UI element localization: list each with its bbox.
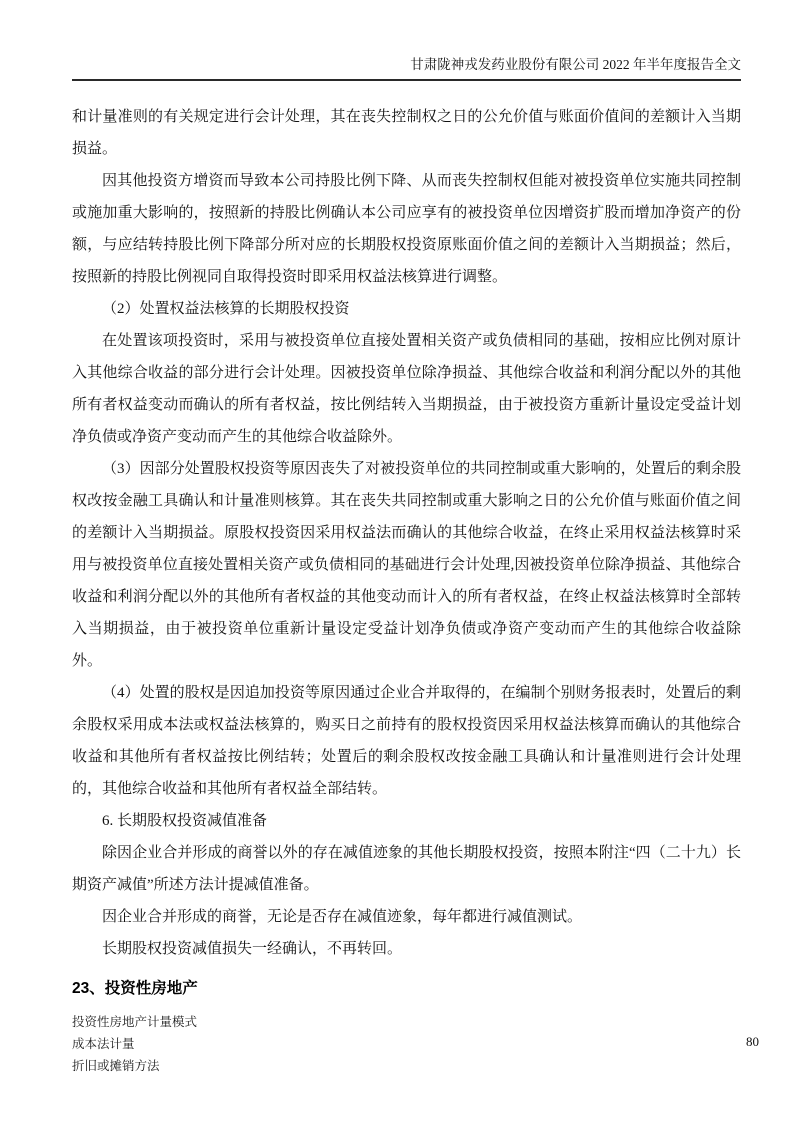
document-body [72,81,741,965]
paragraph-subsection-4: （4）处置的股权是因追加投资等原因通过企业合并取得的，在编制个别财务报表时，处置后的剩余股权采用成本法或权益法核算的，购买日之前持有的股权投资因采用权益法核算而确认的其他综合收益和其他所有者权益按比例结转；处置后的剩余股权改按金融工具确认和计量准则进行会计处理的，其他综合收益和其他所有者权益全部结转。 [72,685,741,797]
page-header [72,56,741,81]
paragraph: 因企业合并形成的商誉，无论是否存在减值迹象，每年都进行减值测试。 [102,909,583,925]
paragraph: 因其他投资方增资而导致本公司持股比例下降、从而丧失控制权但能对被投资单位实施共同控制或施加重大影响的，按照新的持股比例确认本公司应享有的被投资单位因增资扩股而增加净资产的份额，与应结转持股比例下降部分所对应的长期股权投资原账面价值之间的差额计入当期损益；然后，按照新的持股比例视同自取得投资时即采用权益法核算进行调整。 [72,173,741,285]
section-heading-23: 23、投资性房地产 [72,980,198,997]
subsection-heading-2: （2）处置权益法核算的长期股权投资 [102,301,350,317]
meta-line-measurement-model: 投资性房地产计量模式 [72,1015,198,1029]
paragraph-continuation: 和计量准则的有关规定进行会计处理，其在丧失控制权之日的公允价值与账面价值间的差额计入当期损益。 [72,109,741,157]
section-meta-lines [72,1011,741,1077]
meta-line-depreciation-method: 折旧或摊销方法 [72,1059,160,1073]
paragraph: 除因企业合并形成的商誉以外的存在减值迹象的其他长期股权投资，按照本附注“四（二十九）长期资产减值”所述方法计提减值准备。 [72,845,741,893]
paragraph-subsection-3: （3）因部分处置股权投资等原因丧失了对被投资单位的共同控制或重大影响的，处置后的剩余股权改按金融工具确认和计量准则核算。其在丧失共同控制或重大影响之日的公允价值与账面价值之间的差额计入当期损益。原股权投资因采用权益法而确认的其他综合收益，在终止采用权益法核算时采用与被投资单位直接处置相关资产或负债相同的基础进行会计处理,因被投资单位除净损益、其他综合收益和利润分配以外的其他所有者权益的其他变动而计入的所有者权益，在终止权益法核算时全部转入当期损益，由于被投资单位重新计量设定受益计划净负债或净资产变动而产生的其他综合收益除外。 [72,461,741,669]
paragraph: 长期股权投资减值损失一经确认，不再转回。 [102,941,403,957]
page-number: 80 [746,1034,759,1049]
meta-line-cost-method: 成本法计量 [72,1037,135,1051]
report-title: 甘肃陇神戎发药业股份有限公司 2022 年半年度报告全文 [410,57,741,72]
subsection-heading-6: 6. 长期股权投资减值准备 [102,813,268,829]
paragraph: 在处置该项投资时，采用与被投资单位直接处置相关资产或负债相同的基础，按相应比例对原计入其他综合收益的部分进行会计处理。因被投资单位除净损益、其他综合收益和利润分配以外的其他所有者权益变动而确认的所有者权益，按比例结转入当期损益，由于被投资方重新计量设定受益计划净负债或净资产变动而产生的其他综合收益除外。 [72,333,741,445]
